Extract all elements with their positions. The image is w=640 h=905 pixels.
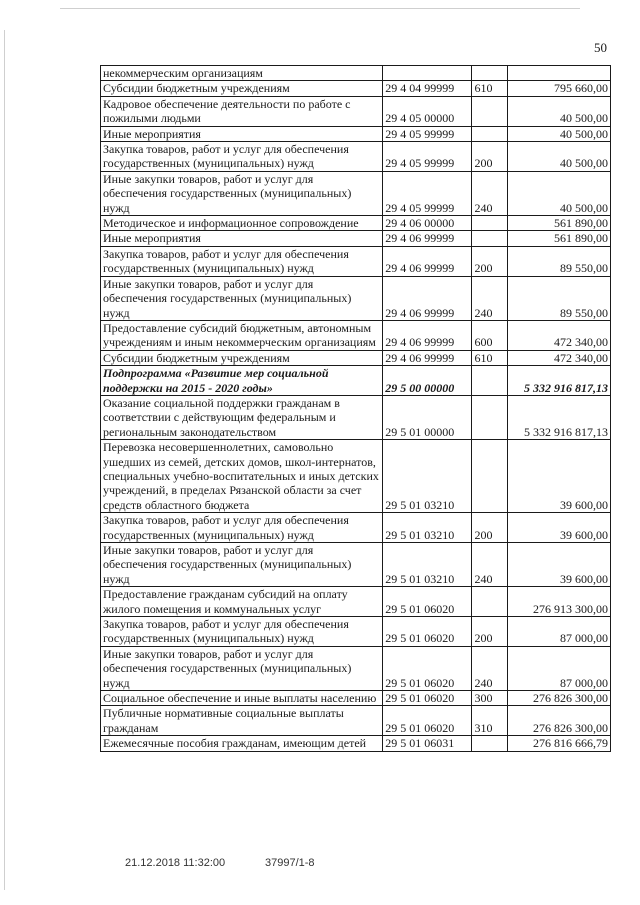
row-sum-cell: 561 890,00 (508, 231, 611, 246)
row-name-cell: Закупка товаров, работ и услуг для обеспечения государственных (муниципальных) нужд (101, 142, 383, 172)
row-type-cell (472, 96, 508, 126)
row-code-cell: 29 5 01 06020 (383, 706, 472, 736)
table-row (101, 142, 611, 172)
row-name-cell: Публичные нормативные социальные выплаты гражданам (101, 706, 383, 736)
row-code-cell: 29 4 05 99999 (383, 142, 472, 172)
row-name-cell: Закупка товаров, работ и услуг для обеспечения государственных (муниципальных) нужд (101, 246, 383, 276)
table-row (101, 395, 611, 439)
row-name-cell: Перевозка несовершеннолетних, самовольно ушедших из семей, детских домов, школ-интернатов, специальных учебно-воспитательных и иных детских учреждений, в пределах Рязанской области за счет средств областного бюджета (101, 440, 383, 513)
row-type-cell (472, 440, 508, 513)
row-name-cell: Социальное обеспечение и иные выплаты населению (101, 691, 383, 706)
table-row (101, 706, 611, 736)
row-type-cell: 600 (472, 320, 508, 350)
row-sum-cell: 40 500,00 (508, 126, 611, 141)
row-name-cell: Подпрограмма «Развитие мер социальной поддержки на 2015 - 2020 годы» (101, 366, 383, 396)
footer-datetime: 21.12.2018 11:32:00 (125, 857, 226, 869)
row-code-cell: 29 4 06 99999 (383, 246, 472, 276)
row-code-cell: 29 5 01 06020 (383, 646, 472, 690)
row-sum-cell: 5 332 916 817,13 (508, 395, 611, 439)
row-code-cell (383, 66, 472, 81)
row-name-cell: Иные закупки товаров, работ и услуг для обеспечения государственных (муниципальных) нужд (101, 276, 383, 320)
footer-doc-number: 37997/1-8 (265, 857, 315, 869)
row-type-cell: 200 (472, 142, 508, 172)
table-row (101, 320, 611, 350)
row-type-cell (472, 366, 508, 396)
row-name-cell: Предоставление гражданам субсидий на оплату жилого помещения и коммунальных услуг (101, 587, 383, 617)
row-code-cell: 29 4 06 00000 (383, 216, 472, 231)
row-code-cell: 29 4 06 99999 (383, 350, 472, 365)
table-row (101, 736, 611, 751)
table-row (101, 440, 611, 513)
row-type-cell: 610 (472, 81, 508, 96)
row-name-cell: некоммерческим организациям (101, 66, 383, 81)
row-sum-cell: 89 550,00 (508, 276, 611, 320)
row-code-cell: 29 5 01 06020 (383, 617, 472, 647)
table-row (101, 171, 611, 215)
table-row (101, 543, 611, 587)
row-name-cell: Закупка товаров, работ и услуг для обеспечения государственных (муниципальных) нужд (101, 513, 383, 543)
row-code-cell: 29 5 01 03210 (383, 513, 472, 543)
row-code-cell: 29 4 06 99999 (383, 231, 472, 246)
row-sum-cell: 561 890,00 (508, 216, 611, 231)
row-type-cell (472, 231, 508, 246)
row-sum-cell: 39 600,00 (508, 513, 611, 543)
row-name-cell: Оказание социальной поддержки гражданам в соответствии с действующим федеральным и региональным законодательством (101, 395, 383, 439)
row-name-cell: Субсидии бюджетным учреждениям (101, 350, 383, 365)
row-sum-cell: 795 660,00 (508, 81, 611, 96)
row-sum-cell: 276 826 300,00 (508, 706, 611, 736)
budget-table-body (101, 66, 611, 752)
row-name-cell: Субсидии бюджетным учреждениям (101, 81, 383, 96)
table-row (101, 126, 611, 141)
scan-artifact-left (4, 30, 5, 890)
row-type-cell: 610 (472, 350, 508, 365)
row-type-cell (472, 216, 508, 231)
row-type-cell (472, 587, 508, 617)
row-code-cell: 29 5 01 03210 (383, 543, 472, 587)
row-code-cell: 29 5 01 00000 (383, 395, 472, 439)
row-type-cell: 300 (472, 691, 508, 706)
row-type-cell (472, 736, 508, 751)
row-sum-cell: 39 600,00 (508, 440, 611, 513)
row-type-cell: 240 (472, 646, 508, 690)
row-sum-cell: 276 826 300,00 (508, 691, 611, 706)
row-code-cell: 29 4 05 00000 (383, 96, 472, 126)
row-sum-cell: 87 000,00 (508, 646, 611, 690)
row-sum-cell: 39 600,00 (508, 543, 611, 587)
row-code-cell: 29 5 01 03210 (383, 440, 472, 513)
row-sum-cell: 5 332 916 817,13 (508, 366, 611, 396)
row-code-cell: 29 5 01 06020 (383, 691, 472, 706)
row-code-cell: 29 4 04 99999 (383, 81, 472, 96)
row-sum-cell: 89 550,00 (508, 246, 611, 276)
row-type-cell: 240 (472, 276, 508, 320)
row-name-cell: Иные мероприятия (101, 126, 383, 141)
budget-table (100, 65, 611, 752)
row-type-cell: 200 (472, 246, 508, 276)
row-sum-cell: 276 816 666,79 (508, 736, 611, 751)
table-row (101, 646, 611, 690)
table-row (101, 617, 611, 647)
row-type-cell (472, 395, 508, 439)
row-name-cell: Ежемесячные пособия гражданам, имеющим детей (101, 736, 383, 751)
row-sum-cell: 472 340,00 (508, 350, 611, 365)
table-row (101, 276, 611, 320)
row-type-cell (472, 66, 508, 81)
row-name-cell: Кадровое обеспечение деятельности по работе с пожилыми людьми (101, 96, 383, 126)
row-code-cell: 29 4 06 99999 (383, 320, 472, 350)
table-row (101, 691, 611, 706)
row-code-cell: 29 4 06 99999 (383, 276, 472, 320)
row-type-cell: 310 (472, 706, 508, 736)
row-type-cell: 200 (472, 617, 508, 647)
row-code-cell: 29 5 01 06031 (383, 736, 472, 751)
row-sum-cell: 40 500,00 (508, 96, 611, 126)
row-sum-cell: 276 913 300,00 (508, 587, 611, 617)
table-row (101, 231, 611, 246)
row-sum-cell: 472 340,00 (508, 320, 611, 350)
row-code-cell: 29 5 00 00000 (383, 366, 472, 396)
table-row (101, 587, 611, 617)
row-sum-cell: 40 500,00 (508, 142, 611, 172)
table-row (101, 66, 611, 81)
row-sum-cell: 87 000,00 (508, 617, 611, 647)
table-row (101, 246, 611, 276)
row-name-cell: Иные закупки товаров, работ и услуг для обеспечения государственных (муниципальных) нужд (101, 646, 383, 690)
row-name-cell: Закупка товаров, работ и услуг для обеспечения государственных (муниципальных) нужд (101, 617, 383, 647)
row-sum-cell: 40 500,00 (508, 171, 611, 215)
row-name-cell: Предоставление субсидий бюджетным, автономным учреждениям и иным некоммерческим организациям (101, 320, 383, 350)
table-row (101, 216, 611, 231)
row-name-cell: Иные мероприятия (101, 231, 383, 246)
scan-artifact-top (60, 8, 580, 9)
table-row (101, 513, 611, 543)
row-code-cell: 29 4 05 99999 (383, 171, 472, 215)
table-row (101, 350, 611, 365)
row-name-cell: Методическое и информационное сопровождение (101, 216, 383, 231)
row-code-cell: 29 5 01 06020 (383, 587, 472, 617)
row-code-cell: 29 4 05 99999 (383, 126, 472, 141)
table-row (101, 366, 611, 396)
row-name-cell: Иные закупки товаров, работ и услуг для обеспечения государственных (муниципальных) нужд (101, 171, 383, 215)
row-type-cell: 200 (472, 513, 508, 543)
row-type-cell (472, 126, 508, 141)
table-row (101, 81, 611, 96)
row-type-cell: 240 (472, 171, 508, 215)
table-row (101, 96, 611, 126)
page-number: 50 (594, 40, 607, 55)
row-type-cell: 240 (472, 543, 508, 587)
row-sum-cell (508, 66, 611, 81)
row-name-cell: Иные закупки товаров, работ и услуг для обеспечения государственных (муниципальных) нужд (101, 543, 383, 587)
